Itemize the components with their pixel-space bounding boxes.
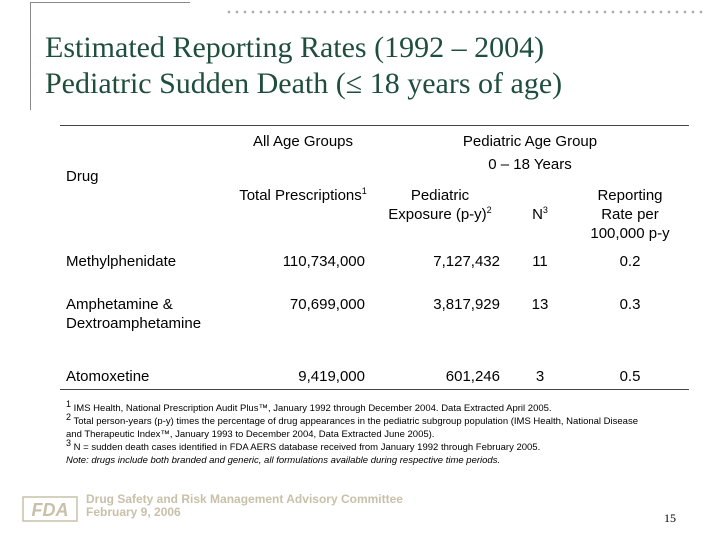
header-pediatric-exposure-line2: Exposure (p-y) xyxy=(388,206,487,223)
decorative-dot-band xyxy=(225,8,705,16)
row-pediatric-exposure: 7,127,432 xyxy=(433,253,500,270)
row-n: 13 xyxy=(531,296,549,313)
row-rate: 0.2 xyxy=(619,253,641,270)
footnote-ref-3: 3 xyxy=(542,205,548,215)
footnote-note: Note: drugs include both branded and generic, all formulations available during respective time periods. xyxy=(66,455,501,466)
footnote-ref-2: 2 xyxy=(486,205,492,215)
title-line-2: Pediatric Sudden Death (≤ 18 years of age) xyxy=(45,67,563,100)
row-n: 11 xyxy=(532,253,548,270)
decorative-left-rule xyxy=(30,2,31,110)
reporting-rates-table xyxy=(60,125,689,390)
header-rate-line2: Rate per xyxy=(601,206,659,223)
footnote-2-text-line1: Total person-years (p-y) times the percentage of drug appearances in the pediatric subgroup population (IMS Health, National Disease xyxy=(73,416,638,427)
header-total-prescriptions-label: Total Prescriptions xyxy=(239,187,362,204)
row-total-prescriptions: 9,419,000 xyxy=(298,368,365,385)
header-total-prescriptions xyxy=(238,186,368,205)
header-rate-line3: 100,000 p-y xyxy=(590,225,670,242)
footnote-3-text: N = sudden death cases identified in FDA AERS database received from January 1992 through February 2005. xyxy=(73,442,541,453)
row-drug-name-line1: Amphetamine & xyxy=(66,296,173,313)
header-pediatric-range: 0 – 18 Years xyxy=(488,156,572,173)
title-line-1: Estimated Reporting Rates (1992 – 2004) xyxy=(45,31,545,64)
header-pediatric-exposure-line1: Pediatric xyxy=(410,187,470,204)
header-reporting-rate xyxy=(570,186,690,243)
header-pediatric-age-group: Pediatric Age Group xyxy=(462,133,598,150)
footnote-1-text: IMS Health, National Prescription Audit Plus™, January 1992 through December 2004. Data Extracted April 2005. xyxy=(73,403,552,414)
row-total-prescriptions: 70,699,000 xyxy=(289,296,365,313)
decorative-top-rule xyxy=(30,2,190,3)
footnote-1 xyxy=(66,398,706,415)
row-drug-name xyxy=(66,295,201,333)
footnote-ref-1: 1 xyxy=(361,186,367,196)
header-n-label: N xyxy=(532,206,543,223)
footnote-3-number: 3 xyxy=(66,437,72,448)
footnote-2-number: 2 xyxy=(66,411,72,422)
row-n: 3 xyxy=(535,368,545,385)
header-pediatric-exposure-line2-wrap xyxy=(370,205,510,224)
fda-logo-icon xyxy=(22,495,78,523)
footnote-1-number: 1 xyxy=(66,398,72,409)
page-number: 15 xyxy=(664,511,676,525)
fda-logo-text: FDA xyxy=(31,500,69,520)
header-n xyxy=(510,205,570,224)
footnote-3 xyxy=(66,437,706,454)
header-drug: Drug xyxy=(66,168,99,185)
row-drug-name: Atomoxetine xyxy=(66,368,150,385)
header-rate-line1: Reporting xyxy=(597,187,663,204)
footnote-2-line2: and Therapeutic Index™, January 1993 to December 2004, Data Extracted June 2005). xyxy=(66,429,435,440)
slide-title xyxy=(45,30,705,102)
footnote-2 xyxy=(66,411,706,428)
footnotes xyxy=(66,398,706,467)
row-total-prescriptions: 110,734,000 xyxy=(282,253,365,270)
header-all-age-groups: All Age Groups xyxy=(252,133,354,150)
row-drug-name: Methylphenidate xyxy=(66,253,177,270)
footer-date: February 9, 2006 xyxy=(86,505,181,519)
row-pediatric-exposure: 3,817,929 xyxy=(433,296,500,313)
row-pediatric-exposure: 601,246 xyxy=(445,368,500,385)
footer-committee-name: Drug Safety and Risk Management Advisory Committee xyxy=(86,492,403,506)
row-rate: 0.3 xyxy=(619,296,641,313)
header-pediatric-exposure xyxy=(370,186,510,224)
row-drug-name-line2: Dextroamphetamine xyxy=(66,315,202,332)
footer-committee xyxy=(86,493,403,519)
row-rate: 0.5 xyxy=(619,368,641,385)
